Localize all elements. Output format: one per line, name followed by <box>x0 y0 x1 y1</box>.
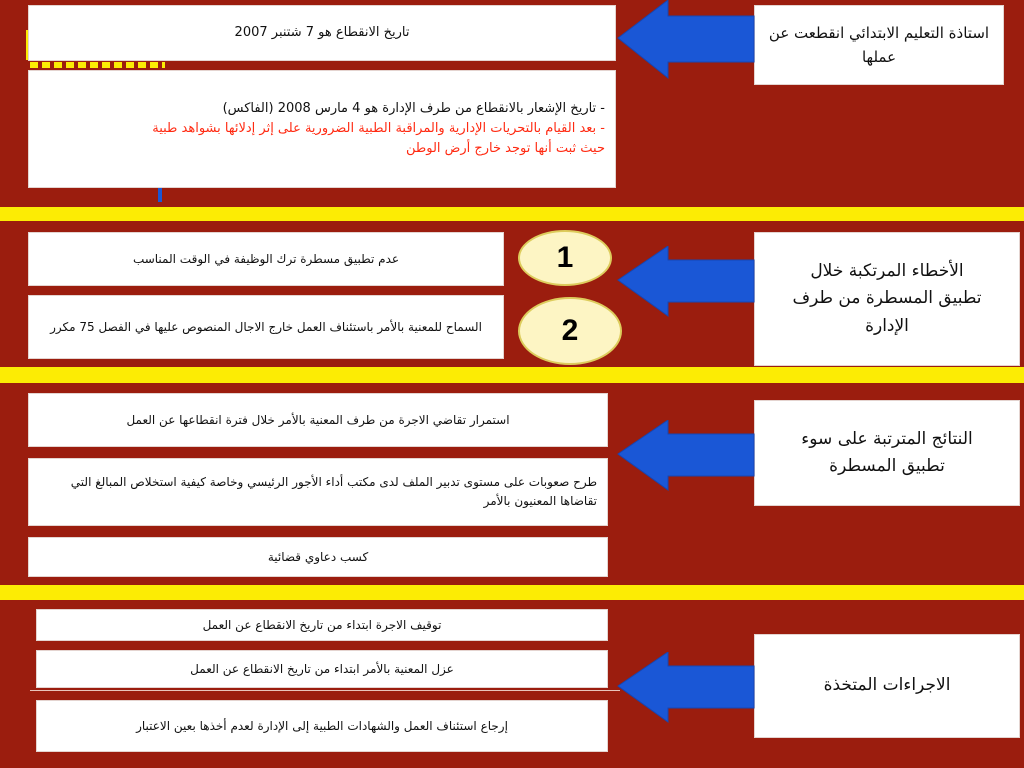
number-badge-1 <box>518 230 612 286</box>
section4-item-box <box>36 609 608 641</box>
section1-abroad: حيث ثبت أنها توجد خارج أرض الوطن <box>405 141 605 157</box>
section3-item-text: كسب دعاوي قضائية <box>267 549 369 564</box>
separator-band <box>0 585 1024 600</box>
section4-item-box <box>36 700 608 752</box>
section4-item-box <box>36 650 608 688</box>
section2-title: الأخطاء المرتكبة خلال تطبيق المسطرة من طرف الإدارة <box>792 261 982 336</box>
decoration-yellow-dashes <box>30 62 165 68</box>
section4-title-box <box>754 634 1020 738</box>
separator-band <box>0 367 1024 383</box>
section3-title-box <box>754 400 1020 506</box>
divider-line <box>30 690 620 691</box>
section3-item-text: استمرار تقاضي الاجرة من طرف المعنية بالأمر خلال فترة انقطاعها عن العمل <box>126 412 510 427</box>
section2-item-box <box>28 232 504 286</box>
section3-item-box <box>28 458 608 526</box>
number-badge-2 <box>518 297 622 365</box>
section4-item-text: عزل المعنية بالأمر ابتداء من تاريخ الانقطاع عن العمل <box>190 661 454 676</box>
section2-item-text: عدم تطبيق مسطرة ترك الوظيفة في الوقت المناسب <box>132 251 400 266</box>
arrow-left-icon <box>616 0 756 80</box>
section4-item-text: إرجاع استئناف العمل والشهادات الطبية إلى الإدارة لعدم أخذها بعين الاعتبار <box>136 718 508 733</box>
section2-title-box <box>754 232 1020 366</box>
section1-date: تاريخ الانقطاع هو 7 شتنبر 2007 <box>234 24 410 40</box>
arrow-left-icon <box>616 652 756 724</box>
section1-title: استاذة التعليم الابتدائي انقطعت عن عملها <box>768 24 990 66</box>
number-badge-label: 2 <box>561 314 579 347</box>
arrow-left-icon <box>616 420 756 492</box>
arrow-left-icon <box>616 246 756 318</box>
section1-date-box <box>28 5 616 61</box>
section3-item-box <box>28 537 608 577</box>
section1-title-box <box>754 5 1004 85</box>
section4-title: الاجراءات المتخذة <box>823 675 951 696</box>
section3-item-box <box>28 393 608 447</box>
separator-band <box>0 207 1024 221</box>
section3-item-text: طرح صعوبات على مستوى تدبير الملف لدى مكتب أداء الأجور الرئيسي وخاصة كيفية استخلاص المبالغ التي تقاضاها المعنيون بالأمر <box>70 475 597 508</box>
section2-item-text: السماح للمعنية بالأمر باستئناف العمل خارج الاجال المنصوص عليها في الفصل 75 مكرر <box>50 319 482 334</box>
section1-details-box <box>28 70 616 188</box>
section4-item-text: توقيف الاجرة ابتداء من تاريخ الانقطاع عن العمل <box>202 617 442 632</box>
section1-fax-date: - تاريخ الإشعار بالانقطاع من طرف الإدارة هو 4 مارس 2008 (الفاكس) <box>222 100 605 116</box>
number-badge-label: 1 <box>556 241 574 274</box>
section3-title: النتائج المترتبة على سوء تطبيق المسطرة <box>801 428 973 476</box>
section2-item-box <box>28 295 504 359</box>
section1-investigation: - بعد القيام بالتحريات الإدارية والمراقبة الطبية الضرورية على إثر إدلائها بشواهد طبية <box>152 120 605 136</box>
